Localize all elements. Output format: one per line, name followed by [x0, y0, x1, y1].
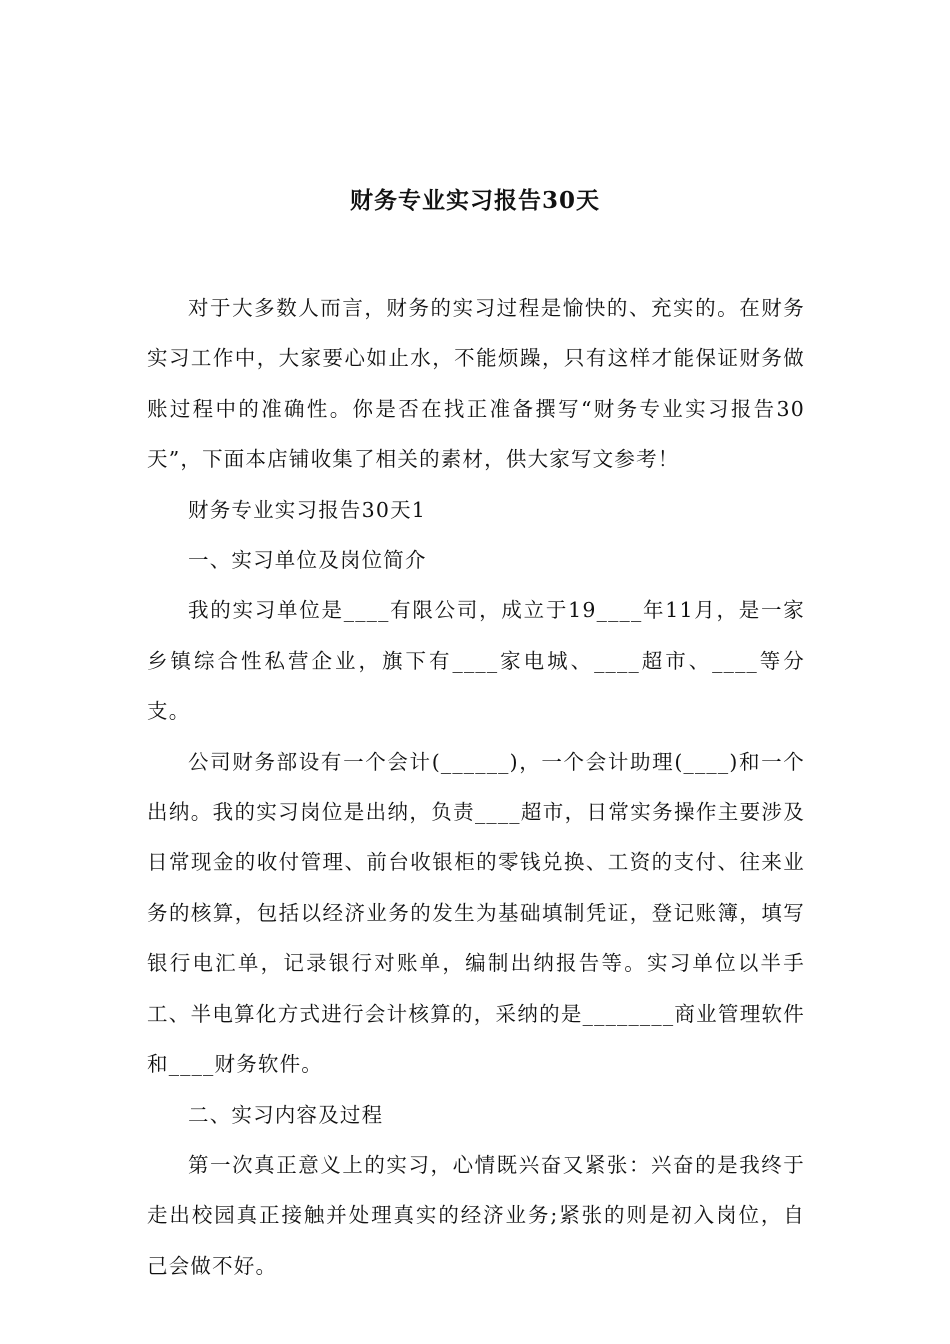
section-heading-unit: 一、实习单位及岗位简介	[188, 548, 427, 573]
company-paragraph: 我的实习单位是____有限公司，成立于19____年11月，是一家乡镇综合性私营企业，旗下有____家电城、____超市、____等分支。	[147, 598, 805, 724]
report-heading: 财务专业实习报告30天1	[188, 497, 427, 522]
intro-paragraph: 对于大多数人而言，财务的实习过程是愉快的、充实的。在财务实习工作中，大家要心如止水，不能烦躁，只有这样才能保证财务做账过程中的准确性。你是否在找正准备撰写“财务专业实习报告30天”，下面本店铺收集了相关的素材，供大家写文参考！	[147, 296, 805, 472]
document-body	[147, 283, 805, 1291]
finance-dept-paragraph: 公司财务部设有一个会计(______)，一个会计助理(____)和一个出纳。我的实习岗位是出纳，负责____超市，日常实务操作主要涉及日常现金的收付管理、前台收银柜的零钱兑换、工资的支付、往来业务的核算，包括以经济业务的发生为基础填制凭证，登记账簿，填写银行电汇单，记录银行对账单，编制出纳报告等。实习单位以半手工、半电算化方式进行会计核算的，采纳的是________商业管理软件和____财务软件。	[147, 749, 805, 1077]
first-internship-paragraph: 第一次真正意义上的实习，心情既兴奋又紧张：兴奋的是我终于走出校园真正接触并处理真实的经济业务;紧张的则是初入岗位，自己会做不好。	[147, 1152, 805, 1278]
section-heading-content: 二、实习内容及过程	[188, 1102, 384, 1127]
document-title: 财务专业实习报告30天	[349, 187, 600, 214]
